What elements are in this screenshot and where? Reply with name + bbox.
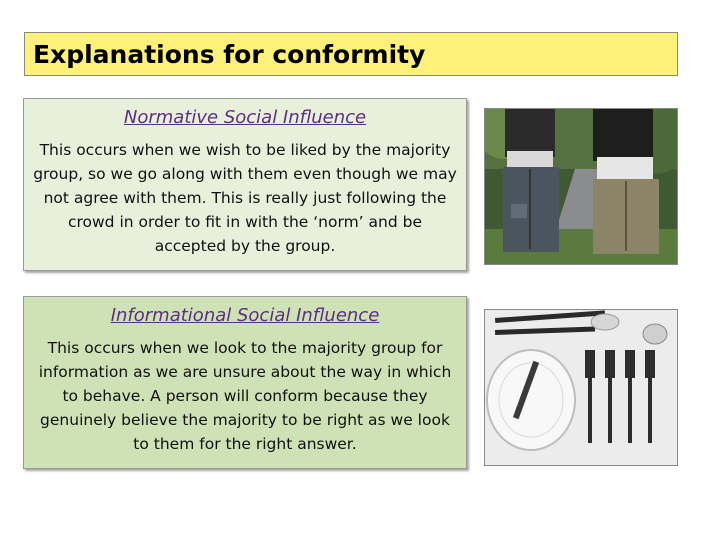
place-setting-photo <box>484 309 678 466</box>
sagging-trousers-photo <box>484 108 678 265</box>
slide-title-bar <box>24 32 678 76</box>
normative-influence-text: This occurs when we wish to be liked by the majority group, so we go along with them even though we may not agree with them. This is really just following the crowd in order to fit in with the ‘norm’ and be accepted by the group. <box>33 141 457 255</box>
slide-title: Explanations for conformity <box>33 39 426 69</box>
informational-influence-text: This occurs when we look to the majority group for information as we are unsure about the way in which to behave. A person will conform because they genuinely believe the majority to be right as we look to them for the right answer. <box>38 339 452 453</box>
informational-influence-box <box>23 296 467 469</box>
normative-influence-heading: Normative Social Influence <box>123 107 367 128</box>
informational-influence-heading: Informational Social Influence <box>110 305 380 326</box>
normative-influence-box <box>23 98 467 271</box>
